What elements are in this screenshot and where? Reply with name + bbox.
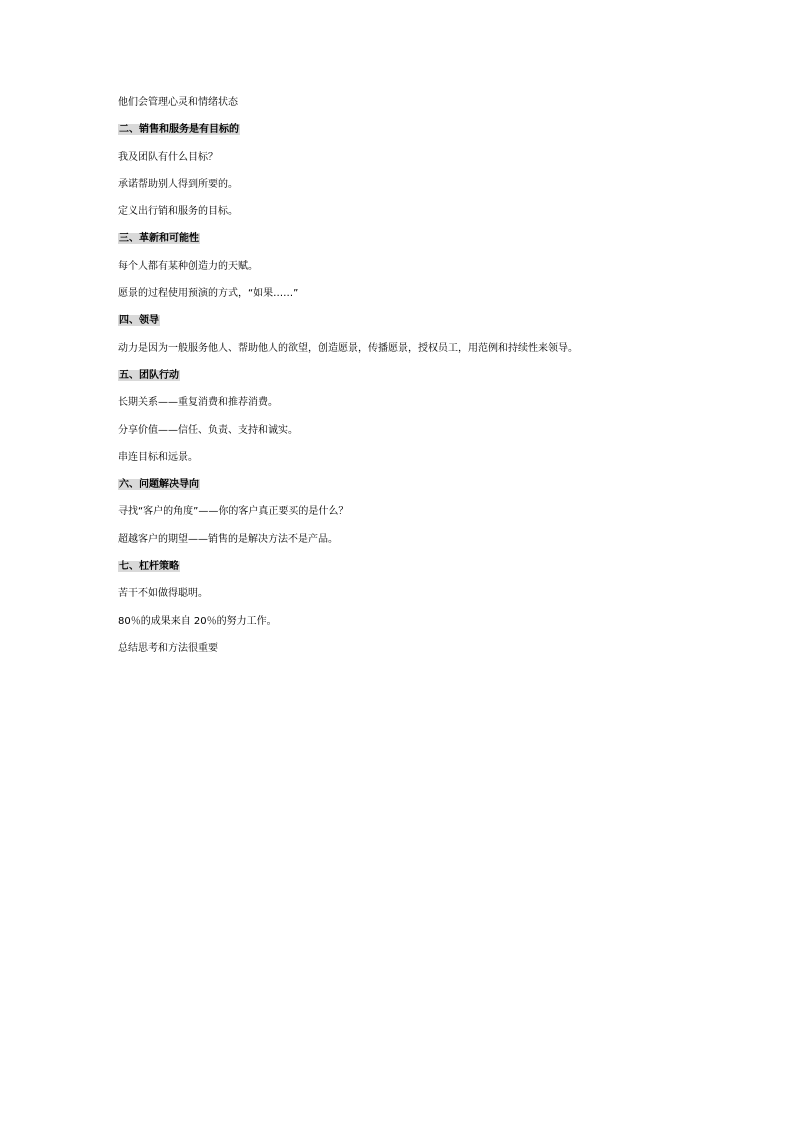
paragraph: 承诺帮助别人得到所要的。 [118,178,238,190]
section-heading [118,560,678,573]
section-heading-text: 五、团队行动 [119,369,179,381]
section-heading-text: 三、革新和可能性 [119,233,199,245]
paragraph: 愿景的过程使用预演的方式，“如果……” [118,288,299,300]
section-heading-text: 六、问题解决导向 [119,479,199,491]
section-heading [118,478,678,491]
paragraph: 动力是因为一般服务他人、帮助他人的欲望，创造愿景，传播愿景，授权员工，用范例和持续性来领导。 [118,342,578,354]
paragraph: 80％的成果来自 20％的努力工作。 [118,615,277,627]
paragraph: 每个人都有某种创造力的天赋。 [118,260,258,272]
section-heading-text: 二、销售和服务是有目标的 [119,124,239,136]
section-heading-text: 七、杠杆策略 [119,561,179,573]
paragraph: 总结思考和方法很重要 [118,642,218,654]
paragraph: 苦干不如做得聪明。 [118,588,208,600]
paragraph: 长期关系——重复消费和推荐消费。 [118,397,278,409]
paragraph: 串连目标和远景。 [118,451,198,463]
paragraph: 寻找“客户的角度”——你的客户真正要买的是什么？ [118,506,349,518]
section-heading-text: 四、领导 [119,315,159,327]
paragraph: 他们会管理心灵和情绪状态 [118,97,238,108]
paragraph: 我及团队有什么目标？ [118,151,218,163]
section-heading [118,314,678,327]
paragraph: 定义出行销和服务的目标。 [118,206,238,218]
section-heading [118,369,678,382]
section-heading [118,123,678,136]
document-body [118,96,678,669]
paragraph: 分享价值——信任、负责、支持和诚实。 [118,424,298,436]
section-heading [118,232,678,245]
paragraph: 超越客户的期望——销售的是解决方法不是产品。 [118,533,338,545]
